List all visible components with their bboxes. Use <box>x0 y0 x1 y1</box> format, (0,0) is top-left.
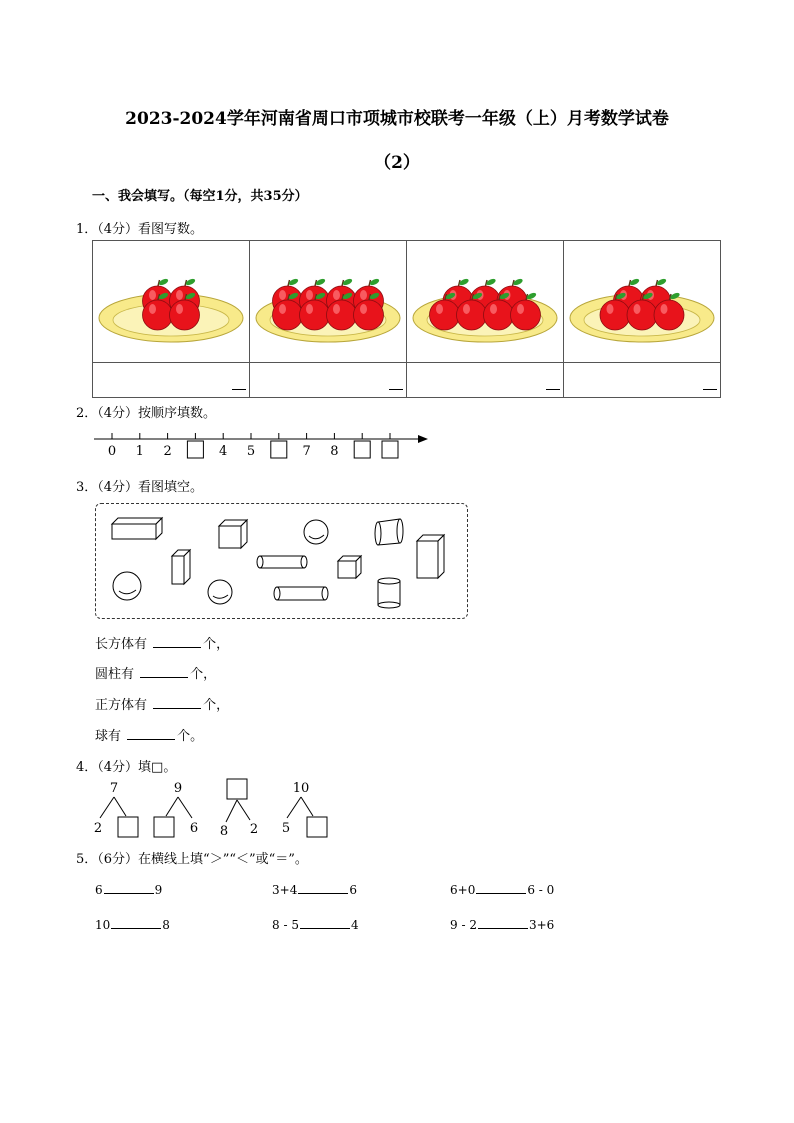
answer-line <box>389 389 403 390</box>
q3-label: 3．（4分）看图填空。 <box>76 480 204 495</box>
q3-line-4 <box>95 725 203 744</box>
bond-1-right-box[interactable] <box>118 817 138 837</box>
page-subtitle: （2） <box>374 153 420 173</box>
answer-blank[interactable] <box>127 738 175 740</box>
number-line-label: 2 <box>163 444 172 459</box>
number-line-label: 4 <box>219 444 228 459</box>
shapes-box <box>95 503 468 619</box>
answer-cell-3[interactable] <box>407 363 564 398</box>
number-line-answer-box[interactable] <box>271 441 287 458</box>
apple-plate-3 <box>407 241 563 358</box>
apple-table <box>92 240 721 398</box>
number-bond-3 <box>220 779 258 839</box>
answer-line <box>546 389 560 390</box>
compare-item-5 <box>272 918 359 932</box>
answer-cell-1[interactable] <box>93 363 250 398</box>
tall-cuboid-shape <box>172 550 190 584</box>
number-line-label: 7 <box>302 444 311 459</box>
compare-1-left: 6 <box>95 883 103 897</box>
q3-line-3-text: 正方体有 <box>95 698 148 713</box>
bond-1-top: 7 <box>109 781 119 796</box>
compare-4-right: 8 <box>162 918 170 932</box>
answer-cell-4[interactable] <box>564 363 721 398</box>
bond-2-right: 6 <box>189 821 199 836</box>
compare-1-right: 9 <box>154 883 163 897</box>
number-line <box>90 428 430 464</box>
bond-1-left: 2 <box>93 821 103 836</box>
bond-4-right-box[interactable] <box>307 817 327 837</box>
number-bond-1 <box>94 781 138 837</box>
compare-2-right: 6 <box>349 883 357 897</box>
bond-3-top-box[interactable] <box>227 779 247 799</box>
compare-item-2 <box>272 883 357 897</box>
number-bond-2 <box>154 781 198 837</box>
answer-cell-2[interactable] <box>250 363 407 398</box>
compare-blank[interactable] <box>300 927 350 929</box>
q3-line-2-suffix: 个， <box>190 667 217 682</box>
compare-2-left: 3+4 <box>272 883 298 897</box>
number-bonds <box>88 778 348 840</box>
answer-blank[interactable] <box>153 646 201 648</box>
number-line-answer-box[interactable] <box>187 441 203 458</box>
cylinder-shape <box>375 519 403 545</box>
bond-2-left-box[interactable] <box>154 817 174 837</box>
bond-3-right: 2 <box>249 822 259 837</box>
number-line-ticks <box>108 433 398 459</box>
compare-6-right: 3+6 <box>528 918 555 932</box>
plate-cell-1 <box>93 241 250 363</box>
section-heading: 一、我会填写。（每空1分，共35分） <box>92 189 308 204</box>
q3-line-1-text: 长方体有 <box>95 637 148 652</box>
answer-line <box>703 389 717 390</box>
bond-3-left: 8 <box>219 824 229 839</box>
q3-line-1-suffix: 个， <box>203 637 230 652</box>
number-line-answer-box[interactable] <box>354 441 370 458</box>
number-line-label: 8 <box>330 444 339 459</box>
number-line-label: 5 <box>246 444 256 459</box>
upright-cylinder-shape <box>378 578 400 608</box>
number-line-label: 1 <box>135 444 144 459</box>
q3-line-3-suffix: 个， <box>203 698 230 713</box>
compare-item-1 <box>95 883 162 897</box>
number-line-answer-box[interactable] <box>382 441 398 458</box>
number-bond-4 <box>282 781 327 837</box>
compare-3-right: 6 - 0 <box>527 883 555 897</box>
q3-line-2 <box>95 663 216 682</box>
compare-blank[interactable] <box>476 892 526 894</box>
compare-item-4 <box>95 918 170 932</box>
compare-3-left: 6+0 <box>450 883 476 897</box>
horizontal-cylinder-shape <box>257 556 307 568</box>
q3-line-3 <box>95 694 229 713</box>
plate-cell-3 <box>407 241 564 363</box>
compare-6-left: 9 - 2 <box>450 918 477 932</box>
answer-line <box>232 389 246 390</box>
sphere-shape <box>113 572 141 600</box>
compare-blank[interactable] <box>478 927 528 929</box>
long-cylinder-shape <box>274 587 328 600</box>
apple-plate-2 <box>250 241 406 358</box>
number-line-arrow-icon <box>418 435 428 443</box>
compare-blank[interactable] <box>298 892 348 894</box>
q3-line-4-suffix: 个。 <box>177 729 204 744</box>
q2-label: 2．（4分）按顺序填数。 <box>76 406 217 421</box>
bond-2-top: 9 <box>173 781 183 796</box>
bond-4-top: 10 <box>292 781 310 796</box>
page-title: 2023-2024学年河南省周口市项城市校联考一年级（上）月考数学试卷 <box>125 109 669 129</box>
compare-item-3 <box>450 883 554 897</box>
q3-line-4-text: 球有 <box>95 729 122 744</box>
compare-5-left: 8 - 5 <box>272 918 299 932</box>
cuboid-shape <box>112 518 162 539</box>
apple-plate-4 <box>564 241 720 358</box>
compare-item-6 <box>450 918 554 932</box>
plate-cell-2 <box>250 241 407 363</box>
small-cube-shape <box>338 556 361 578</box>
apple-plate-1 <box>93 241 249 358</box>
compare-4-left: 10 <box>95 918 111 932</box>
cube-shape <box>219 520 247 548</box>
compare-5-right: 4 <box>350 918 359 932</box>
q4-label: 4．（4分）填□。 <box>76 760 177 775</box>
bond-4-left: 5 <box>281 821 291 836</box>
q3-line-1 <box>95 633 229 652</box>
compare-blank[interactable] <box>104 892 154 894</box>
shapes-drawing <box>96 504 467 618</box>
tall-prism-shape <box>417 535 444 578</box>
q1-label: 1．（4分）看图写数。 <box>76 222 204 237</box>
sphere-shape <box>208 580 232 604</box>
number-line-label: 0 <box>107 444 117 459</box>
q5-label: 5．（6分）在横线上填“＞”“＜”或“＝”。 <box>76 852 308 867</box>
plate-cell-4 <box>564 241 721 363</box>
q3-line-2-text: 圆柱有 <box>95 667 135 682</box>
answer-blank[interactable] <box>153 707 201 709</box>
sphere-shape <box>304 520 328 544</box>
answer-blank[interactable] <box>140 676 188 678</box>
compare-blank[interactable] <box>111 927 161 929</box>
